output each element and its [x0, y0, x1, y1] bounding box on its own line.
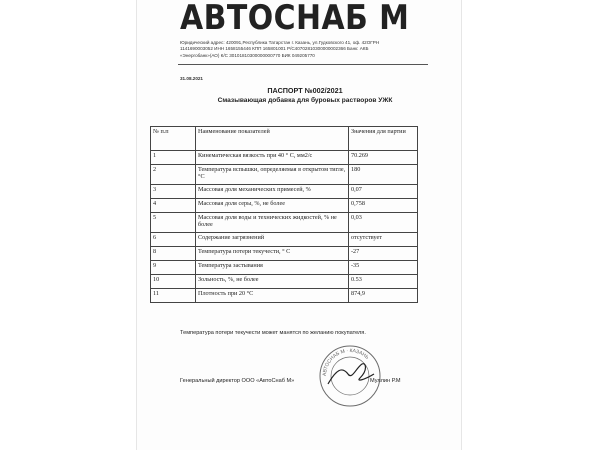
row-value: 0.53	[349, 275, 418, 289]
row-name: Массовая доля серы, %, не более	[196, 199, 349, 213]
row-value: отсутствует	[349, 233, 418, 247]
row-name: Температура вспышки, определяемая в открытом тигле, °С	[196, 165, 349, 185]
row-num: 1	[151, 151, 196, 165]
row-num: 4	[151, 199, 196, 213]
table-row	[151, 165, 418, 185]
row-name: Температура потери текучести, ° С	[196, 247, 349, 261]
stamp-ring-text: АВТОСНАБ М · КАЗАНЬ	[321, 347, 370, 377]
row-num: 2	[151, 165, 196, 185]
footer-note: Температура потери текучести может манятся по желанию покупателя.	[180, 330, 366, 336]
table-row	[151, 233, 418, 247]
document-subtitle: Смазывающая добавка для буровых растворов УЖК	[217, 97, 393, 104]
letterhead-divider	[178, 64, 428, 65]
document-title: ПАСПОРТ №002/2021	[267, 86, 343, 95]
row-num: 11	[151, 289, 196, 303]
row-num: 5	[151, 213, 196, 233]
requisites-line: 1141690003052 ИНН 1658155446 КПП 165801001 Р/С40702810300000002366 Банк: АКБ	[180, 46, 369, 52]
document-date: 31.08.2021	[180, 76, 203, 81]
row-value: 0,758	[349, 199, 418, 213]
row-value: 0,07	[349, 185, 418, 199]
company-requisites	[180, 40, 428, 59]
signature-title: Генеральный директор ООО «АвтоСнаб М»	[180, 378, 295, 384]
signer-name: Муллин Р.М	[370, 378, 401, 384]
row-name: Содержание загрязнений	[196, 233, 349, 247]
requisites-line: Юридический адрес: 420091,Республика Татарстан г. Казань, ул.Гудковского 41, оф. 42ОГРН	[180, 40, 380, 45]
row-value: -35	[349, 261, 418, 275]
signature-scribble	[328, 364, 374, 384]
table-row	[151, 199, 418, 213]
table-row	[151, 289, 418, 303]
page-edge-right	[461, 0, 462, 450]
row-num: 3	[151, 185, 196, 199]
company-logo	[180, 0, 414, 36]
row-value: -27	[349, 247, 418, 261]
table-row	[151, 261, 418, 275]
row-value: 0,03	[349, 213, 418, 233]
page-edge-left	[136, 0, 137, 450]
table-row	[151, 275, 418, 289]
table-row	[151, 151, 418, 165]
row-name: Плотность при 20 °С	[196, 289, 349, 303]
row-name: Зольность, %, не более	[196, 275, 349, 289]
row-name: Кинематическая вязкость при 40 ° С, мм2/с	[196, 151, 349, 165]
row-value: 874,9	[349, 289, 418, 303]
table-row	[151, 185, 418, 199]
table-row	[151, 213, 418, 233]
company-stamp	[318, 344, 382, 408]
row-num: 6	[151, 233, 196, 247]
company-logo-text: АВТОСНАБ М	[180, 0, 410, 36]
table-header-row	[151, 127, 418, 151]
requisites-line: «Энергобанк»(АО) К/С 30101810300000000770 БИК 049205770	[180, 52, 315, 58]
row-num: 9	[151, 261, 196, 275]
row-name: Температура застывания	[196, 261, 349, 275]
row-value: 180	[349, 165, 418, 185]
header-name: Наименование показателей	[196, 127, 349, 151]
header-value: Значения для партии	[349, 127, 418, 151]
row-name: Массовая доля воды и технических жидкостей, % не более	[196, 213, 349, 233]
passport-table	[150, 126, 418, 303]
row-num: 8	[151, 247, 196, 261]
row-num: 10	[151, 275, 196, 289]
row-name: Массовая доля механических примесей, %	[196, 185, 349, 199]
header-num: № п.п	[151, 127, 196, 151]
row-value: 70.269	[349, 151, 418, 165]
table-row	[151, 247, 418, 261]
